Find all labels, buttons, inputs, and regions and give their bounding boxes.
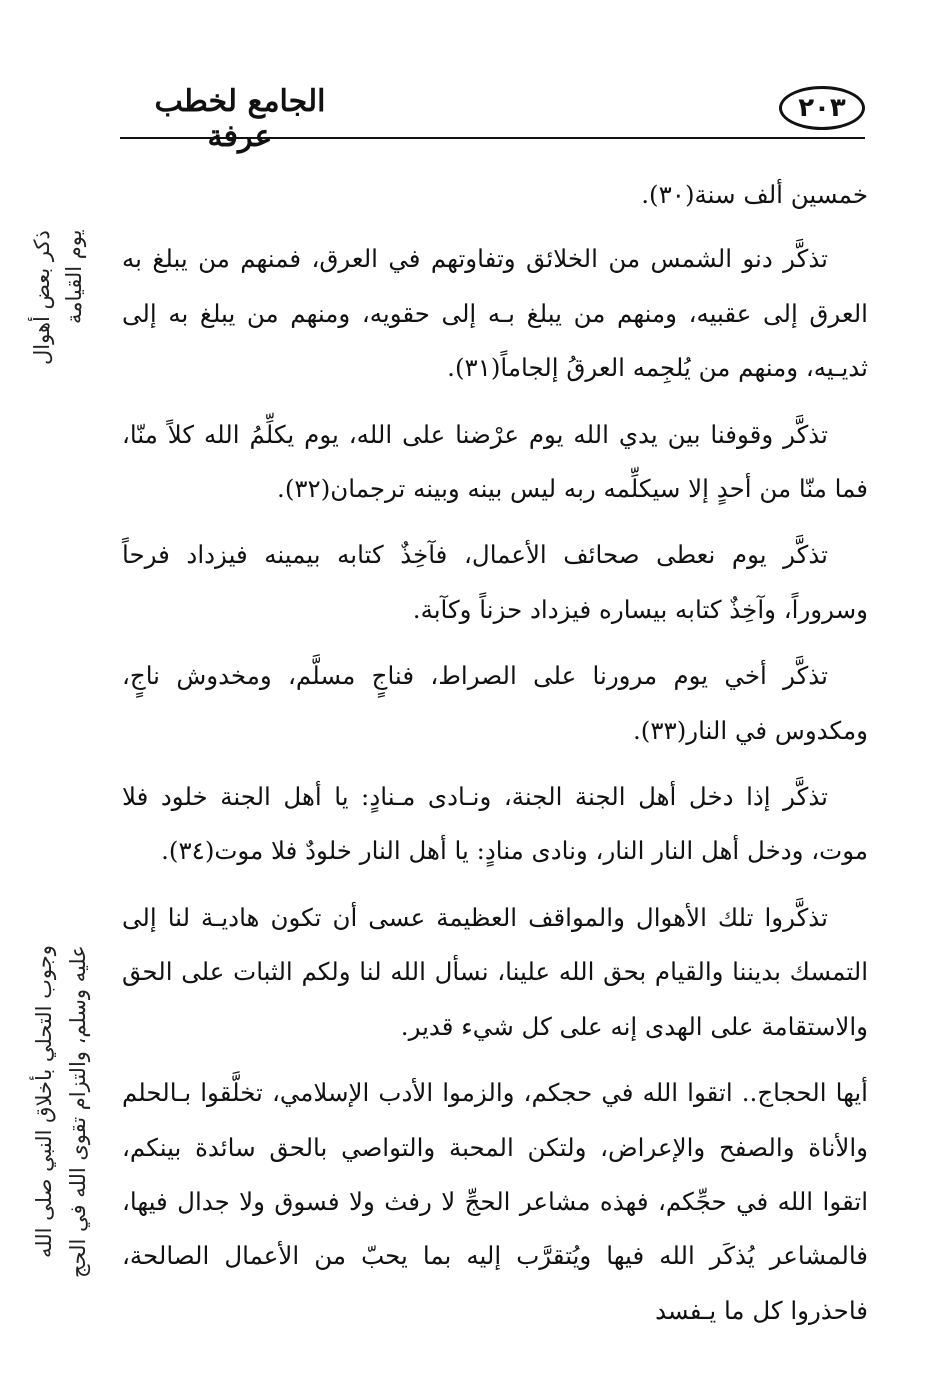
paragraph-3: تذكَّر وقوفنا بين يدي الله يوم عرْضنا على الله، يوم يكلِّمُ الله كلاً منّا، فما منّا من أحدٍ إلا سيكلِّمه ربه ليس بينه وبينه ترجمان(٣٢).	[122, 419, 868, 504]
page-number: ٢٠٣	[798, 93, 846, 123]
paragraph-1: خمسين ألف سنة(٣٠).	[641, 180, 868, 209]
paragraph-4: تذكَّر يوم نعطى صحائف الأعمال، فآخِذٌ كتابه بيمينه فيزداد فرحاً وسروراً، وآخِذٌ كتابه بيساره فيزداد حزناً وكآبة.	[122, 540, 868, 624]
page-number-badge	[779, 86, 865, 130]
paragraph-2: تذكَّر دنو الشمس من الخلائق وتفاوتهم في العرق، فمنهم من يبلغ به العرق إلى عقبيه، ومنهم من يبلغ بـه إلى حقويه، ومنهم من يبلغ به إلى ثديـيه، ومنهم من يُلجِمه العرقُ إلجاماً(٣١).	[122, 244, 868, 383]
body-text	[122, 168, 868, 1350]
margin-note-top-line1: ذكر بعض أهوال	[30, 230, 54, 365]
paragraph-6: تذكَّر إذا دخل أهل الجنة الجنة، ونـادى مـنادٍ: يا أهل الجنة خلود فلا موت، ودخل أهل النار النار، ونادى منادٍ: يا أهل النار خلودٌ فلا موت(٣٤).	[122, 782, 868, 866]
paragraph-7: تذكَّروا تلك الأهوال والمواقف العظيمة عسى أن تكون هاديـة لنا إلى التمسك بديننا والقيام بحق الله علينا، نسأل الله لنا ولكم الثبات على الحق والاستقامة على الهدى إنه على كل شيء قدير.	[122, 902, 868, 1041]
margin-note-bottom-line2: عليه وسلم، والتزام تقوى الله في الحج	[66, 945, 90, 1278]
header-divider	[120, 137, 865, 139]
margin-note-top-line2: يوم القيامة	[62, 230, 86, 325]
paragraph-8: أيها الحجاج.. اتقوا الله في حجكم، والزموا الأدب الإسلامي، تخلَّقوا بـالحلم والأناة والصفح والإعراض، ولتكن المحبة والتواصي بالحق سائدة بينكم، اتقوا الله في حجِّكم، فهذه مشاعر الحجِّ لا رفث ولا فسوق ولا جدال فيها، فالمشاعر يُذكَر الله فيها ويُتقرَّب إليه بما يحبّ من الأعمال الصالحة، فاحذروا كل ما يـفسد	[122, 1078, 868, 1325]
paragraph-5: تذكَّر أخي يوم مرورنا على الصراط، فناجٍ مسلَّم، ومخدوش ناجٍ، ومكدوس في النار(٣٣).	[122, 661, 868, 745]
margin-note-bottom-line1: وجوب التحلي بأخلاق النبي صلى الله	[32, 945, 56, 1258]
book-title: الجامع لخطب عرفة	[154, 84, 326, 154]
page-header	[120, 78, 865, 154]
